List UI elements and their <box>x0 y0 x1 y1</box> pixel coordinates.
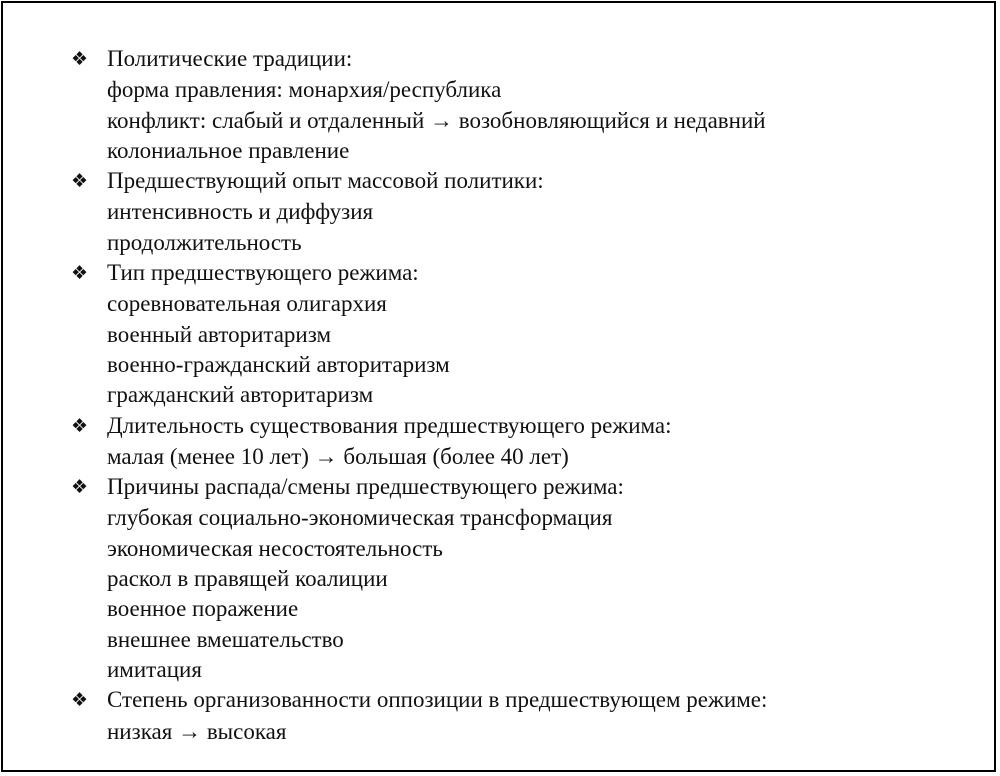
section-heading-row <box>71 166 971 197</box>
section-heading-row <box>71 44 971 75</box>
list-item: раскол в правящей коалиции <box>107 566 388 592</box>
factor-list <box>71 44 971 747</box>
list-item: колониальное правление <box>107 137 350 163</box>
section-heading: Тип предшествующего режима: <box>107 260 419 286</box>
section-heading-row <box>71 685 971 716</box>
section-heading: Длительность существования предшествующего режима: <box>107 412 672 438</box>
diamond-bullet-icon: ❖ <box>71 414 89 437</box>
section-heading: Политические традиции: <box>107 46 353 71</box>
list-item: форма правления: монархия/республика <box>107 77 502 103</box>
list-item: конфликт: слабый и отдаленный → возобновляющийся и недавний <box>107 107 766 133</box>
section-previous-regime-type <box>71 258 971 410</box>
section-political-traditions <box>71 44 971 166</box>
list-item: низкая → высокая <box>107 718 287 744</box>
list-item: военное поражение <box>107 596 299 622</box>
section-heading: Причины распада/смены предшествующего режима: <box>107 474 624 500</box>
section-mass-politics-experience <box>71 166 971 258</box>
list-item: экономическая несостоятельность <box>107 535 443 561</box>
list-item: военно-гражданский авторитаризм <box>107 351 450 377</box>
section-heading: Предшествующий опыт массовой политики: <box>107 168 544 194</box>
list-item: интенсивность и диффузия <box>107 199 374 225</box>
section-heading-row <box>71 411 971 442</box>
section-heading-row <box>71 472 971 503</box>
diamond-bullet-icon: ❖ <box>71 48 89 70</box>
diamond-bullet-icon: ❖ <box>71 170 89 193</box>
diamond-bullet-icon: ❖ <box>71 262 89 285</box>
document-frame <box>1 1 996 772</box>
list-item: гражданский авторитаризм <box>107 382 374 408</box>
list-item: глубокая социально-экономическая трансформация <box>107 505 613 531</box>
list-item: малая (менее 10 лет) → большая (более 40 лет) <box>107 443 569 469</box>
list-item: имитация <box>107 656 202 682</box>
section-opposition-organization <box>71 685 971 747</box>
section-heading-row <box>71 258 971 289</box>
list-item: военный авторитаризм <box>107 321 332 347</box>
section-regime-collapse-causes <box>71 472 971 685</box>
diamond-bullet-icon: ❖ <box>71 476 89 499</box>
list-item: внешнее вмешательство <box>107 626 344 652</box>
section-regime-duration <box>71 411 971 473</box>
section-heading: Степень организованности оппозиции в предшествующем режиме: <box>107 687 768 713</box>
diamond-bullet-icon: ❖ <box>71 689 89 712</box>
list-item: продолжительность <box>107 229 302 255</box>
list-item: соревновательная олигархия <box>107 291 387 317</box>
